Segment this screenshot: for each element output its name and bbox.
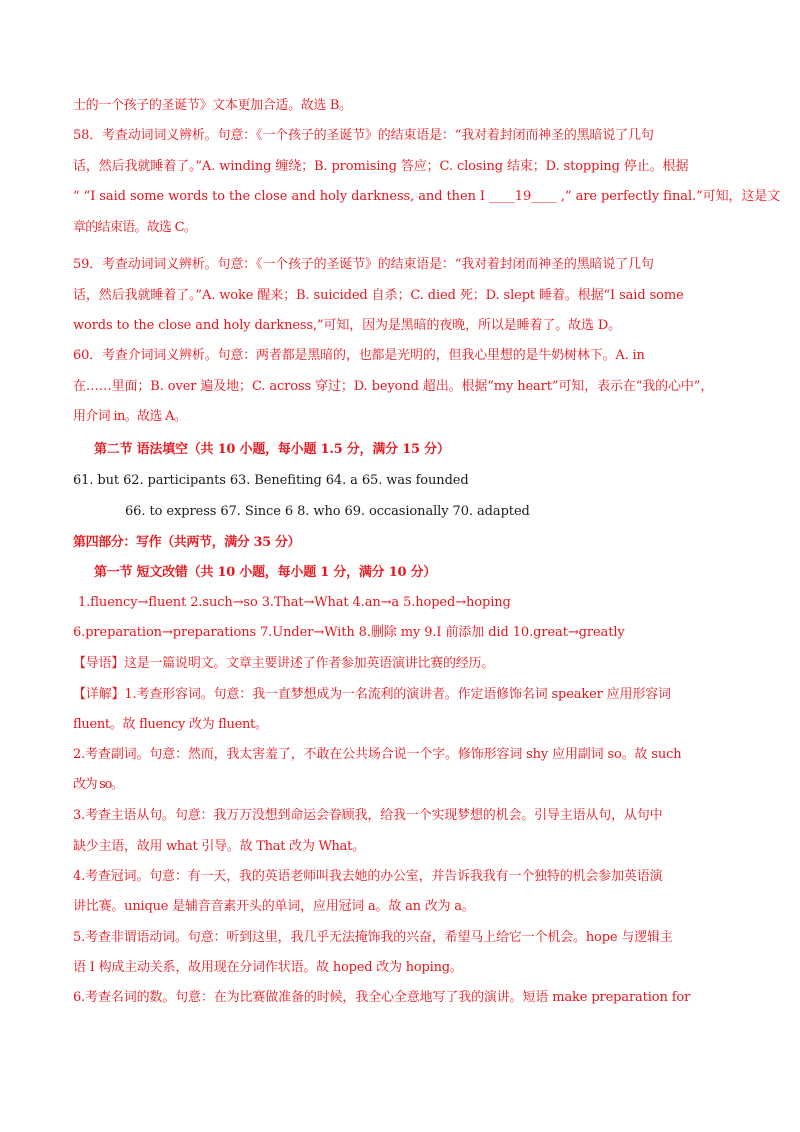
text-line-7: 话，然后我就睡着了。”A. woke 醒来；B. suicided 自杀；C. died 死；D. slept 睡着。根据“I said some: [73, 288, 684, 303]
answer-line-66-70: 66. to express 67. Since 6 8. who 69. occasionally 70. adapted: [125, 504, 530, 519]
detail-line-7: 4.考查冠词。句意：有一天，我的英语老师叫我去她的办公室，并告诉我我有一个独特的机会参加英语演: [73, 869, 663, 884]
detail-line-2: fluent。故 fluency 改为 fluent。: [73, 717, 268, 732]
text-line-8: words to the close and holy darkness,”可知，因为是黑暗的夜晚，所以是睡着了。故选 D。: [73, 318, 621, 333]
text-line-1: 士的一个孩子的圣诞节》文本更加合适。故选 B。: [73, 98, 352, 113]
text-line-2: 58．考查动词词义辨析。句意：《一个孩子的圣诞节》的结束语是：“我对着封闭而神圣的黑暗说了几句: [73, 128, 654, 143]
guide-line: 【导语】这是一篇说明文。文章主要讲述了作者参加英语演讲比赛的经历。: [73, 656, 495, 671]
detail-line-10: 语 I 构成主动关系，故用现在分词作状语。故 hoped 改为 hoping。: [73, 960, 463, 975]
text-line-4: “ “I said some words to the close and holy darkness, and then I ____19____ ,” are perfectly final.”可知，这是文: [73, 189, 781, 204]
text-line-10: 在……里面；B. over 遍及地；C. across 穿过；D. beyond 超出。根据“my heart”可知，表示在“我的心中”，: [73, 379, 714, 394]
correction-line-2: 6.preparation→preparations 7.Under→With 8.删除 my 9.I 前添加 did 10.great→greatly: [73, 625, 625, 640]
detail-line-5: 3.考查主语从句。句意：我万万没想到命运会眷顾我，给我一个实现梦想的机会。引导主语从句，从句中: [73, 808, 663, 823]
correction-line-1: 1.fluency→fluent 2.such→so 3.That→What 4.an→a 5.hoped→hoping: [78, 595, 511, 610]
answer-line-61-65: 61. but 62. participants 63. Benefiting 64. a 65. was founded: [73, 473, 469, 488]
section-heading-error-correction: 第一节 短文改错（共 10 小题，每小题 1 分，满分 10 分）: [94, 565, 437, 580]
detail-line-4: 改为 so。: [73, 777, 123, 792]
detail-line-3: 2.考查副词。句意：然而，我太害羞了，不敢在公共场合说一个字。修饰形容词 shy 应用副词 so。故 such: [73, 747, 682, 762]
section-heading-grammar: 第二节 语法填空（共 10 小题，每小题 1.5 分，满分 15 分）: [94, 442, 450, 457]
text-line-11: 用介词 in。故选 A。: [73, 409, 187, 424]
detail-line-9: 5.考查非谓语动词。句意：听到这里，我几乎无法掩饰我的兴奋，希望马上给它一个机会。hope 与逻辑主: [73, 930, 673, 945]
text-line-3: 话，然后我就睡着了。”A. winding 缠绕；B. promising 答应；C. closing 结束；D. stopping 停止。根据: [73, 159, 689, 174]
text-line-9: 60．考查介词词义辨析。句意：两者都是黑暗的，也都是光明的，但我心里想的是牛奶树林下。A. in: [73, 348, 645, 363]
detail-line-11: 6.考查名词的数。句意：在为比赛做准备的时候，我全心全意地写了我的演讲。短语 make preparation for: [73, 990, 691, 1005]
detail-line-8: 讲比赛。unique 是辅音音素开头的单词，应用冠词 a。故 an 改为 a。: [73, 899, 475, 914]
text-line-5: 章的结束语。故选 C。: [73, 220, 197, 235]
detail-line-6: 缺少主语，故用 what 引导。故 That 改为 What。: [73, 839, 365, 854]
text-line-6: 59．考查动词词义辨析。句意：《一个孩子的圣诞节》的结束语是：“我对着封闭而神圣的黑暗说了几句: [73, 257, 654, 272]
part-heading-writing: 第四部分：写作（共两节，满分 35 分）: [73, 535, 301, 550]
detail-line-1: 【详解】1.考查形容词。句意：我一直梦想成为一名流利的演讲者。作定语修饰名词 speaker 应用形容词: [73, 687, 671, 702]
